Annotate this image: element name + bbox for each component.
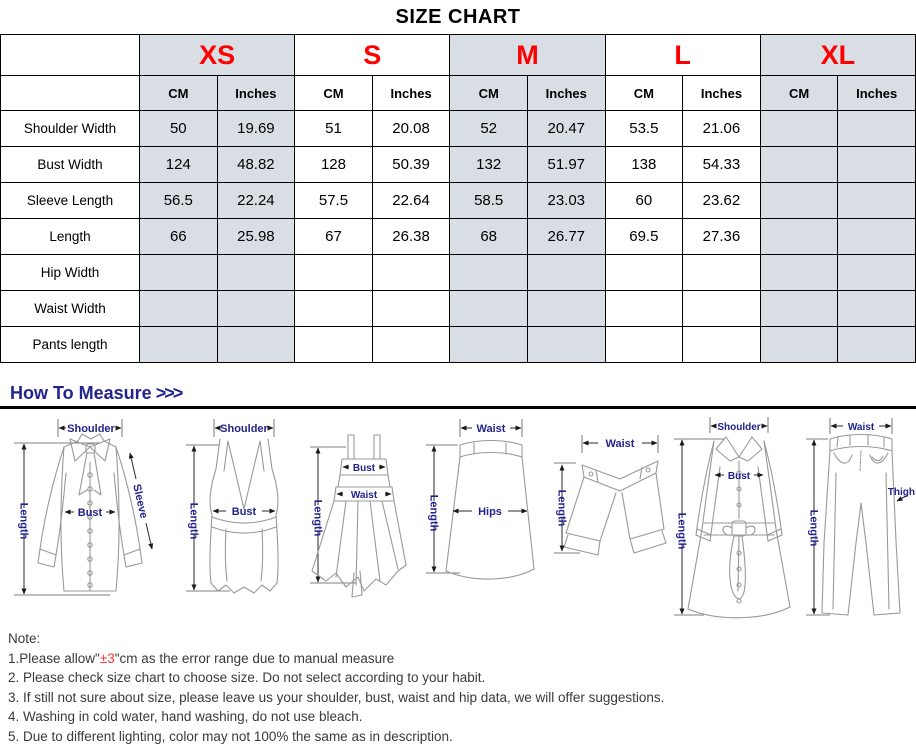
tank-top-diagram — [178, 413, 300, 618]
value-cell — [760, 327, 838, 363]
shorts-length-label: Length — [555, 489, 568, 527]
chevron-right-icon: >>> — [155, 383, 182, 403]
pants-diagram — [800, 413, 916, 623]
value-cell — [838, 183, 916, 219]
unit-cell: Inches — [217, 76, 295, 111]
table-row — [1, 147, 916, 183]
value-cell — [760, 255, 838, 291]
row-label-pants-length: Pants length — [1, 327, 140, 363]
value-cell: 57.5 — [295, 183, 373, 219]
note-item-5: 5. Due to different lighting, color may not 100% the same as in description. — [8, 728, 453, 744]
row-label-hip-width: Hip Width — [1, 255, 140, 291]
tank-bust-label: Bust — [231, 506, 257, 518]
dress-bust-label: Bust — [352, 463, 376, 474]
value-cell — [683, 291, 761, 327]
value-cell: 23.62 — [683, 183, 761, 219]
value-cell — [838, 219, 916, 255]
value-cell: 56.5 — [140, 183, 218, 219]
blouse-shoulder-label: Shoulder — [67, 423, 115, 435]
value-cell — [760, 219, 838, 255]
shorts-diagram — [544, 413, 668, 618]
value-cell: 66 — [140, 219, 218, 255]
size-header-m: M — [450, 35, 605, 76]
value-cell: 22.64 — [372, 183, 450, 219]
value-cell — [605, 255, 683, 291]
page-title: SIZE CHART — [395, 5, 521, 28]
value-cell — [527, 327, 605, 363]
tank-shoulder-label: Shoulder — [220, 423, 268, 435]
value-cell: 25.98 — [217, 219, 295, 255]
dress-waist-label: Waist — [350, 490, 378, 501]
value-cell: 52 — [450, 111, 528, 147]
table-row — [1, 255, 916, 291]
value-cell: 51.97 — [527, 147, 605, 183]
value-cell — [295, 327, 373, 363]
pants-thigh-label: Thigh — [887, 487, 915, 498]
coat-shoulder-label: Shoulder — [717, 422, 761, 433]
size-header-s: S — [295, 35, 450, 76]
size-chart-table — [0, 34, 916, 363]
value-cell — [760, 183, 838, 219]
value-cell — [140, 291, 218, 327]
skirt-length-label: Length — [427, 494, 440, 532]
size-header-xl: XL — [760, 35, 915, 76]
value-cell: 26.77 — [527, 219, 605, 255]
value-cell — [372, 327, 450, 363]
notes-section — [8, 629, 916, 746]
value-cell: 68 — [450, 219, 528, 255]
note-item-4: 4. Washing in cold water, hand washing, do not use bleach. — [8, 709, 363, 724]
value-cell: 19.69 — [217, 111, 295, 147]
value-cell — [295, 255, 373, 291]
blouse-length-label: Length — [17, 502, 30, 540]
unit-cell: CM — [760, 76, 838, 111]
value-cell — [605, 327, 683, 363]
unit-cell: CM — [295, 76, 373, 111]
unit-cell: CM — [140, 76, 218, 111]
value-cell — [838, 147, 916, 183]
pants-length-label: Length — [807, 509, 820, 547]
note-item-1: 1.Please allow"±3"cm as the error range due to manual measure — [8, 650, 395, 666]
notes-heading: Note: — [8, 631, 41, 646]
value-cell — [295, 291, 373, 327]
dress-diagram — [300, 413, 418, 618]
coat-length-label: Length — [675, 512, 688, 550]
how-to-measure-text: How To Measure — [10, 383, 152, 403]
value-cell — [140, 327, 218, 363]
dress-length-label: Length — [311, 499, 324, 537]
row-label-bust-width: Bust Width — [1, 147, 140, 183]
value-cell — [683, 255, 761, 291]
skirt-hips-label: Hips — [478, 506, 502, 518]
value-cell — [140, 255, 218, 291]
tolerance-value: ±3 — [99, 650, 115, 666]
unit-cell: Inches — [372, 76, 450, 111]
value-cell: 124 — [140, 147, 218, 183]
value-cell: 54.33 — [683, 147, 761, 183]
value-cell — [450, 327, 528, 363]
value-cell: 26.38 — [372, 219, 450, 255]
value-cell — [217, 291, 295, 327]
value-cell: 60 — [605, 183, 683, 219]
unit-cell: CM — [450, 76, 528, 111]
unit-cell: Inches — [683, 76, 761, 111]
value-cell — [838, 255, 916, 291]
corner-cell — [1, 76, 140, 111]
value-cell — [760, 291, 838, 327]
value-cell — [450, 291, 528, 327]
value-cell — [760, 111, 838, 147]
divider-line — [0, 406, 916, 409]
table-row — [1, 291, 916, 327]
unit-header-row — [1, 76, 916, 111]
row-label-waist-width: Waist Width — [1, 291, 140, 327]
corner-cell — [1, 35, 140, 76]
value-cell: 27.36 — [683, 219, 761, 255]
value-cell — [605, 291, 683, 327]
unit-cell: Inches — [527, 76, 605, 111]
table-row — [1, 219, 916, 255]
value-cell: 53.5 — [605, 111, 683, 147]
blouse-diagram — [0, 413, 178, 618]
measure-diagrams — [0, 413, 916, 625]
value-cell — [217, 327, 295, 363]
table-row — [1, 111, 916, 147]
row-label-shoulder-width: Shoulder Width — [1, 111, 140, 147]
size-header-xs: XS — [140, 35, 295, 76]
shorts-waist-label: Waist — [605, 438, 635, 450]
row-label-sleeve-length: Sleeve Length — [1, 183, 140, 219]
skirt-waist-label: Waist — [476, 423, 506, 435]
size-header-l: L — [605, 35, 760, 76]
value-cell: 23.03 — [527, 183, 605, 219]
unit-cell: Inches — [838, 76, 916, 111]
value-cell: 20.08 — [372, 111, 450, 147]
value-cell — [217, 255, 295, 291]
value-cell — [838, 291, 916, 327]
tank-length-label: Length — [187, 502, 200, 540]
value-cell: 69.5 — [605, 219, 683, 255]
table-row — [1, 183, 916, 219]
value-cell — [527, 291, 605, 327]
blouse-sleeve-label: Sleeve — [130, 482, 150, 520]
value-cell: 67 — [295, 219, 373, 255]
value-cell: 50 — [140, 111, 218, 147]
value-cell: 50.39 — [372, 147, 450, 183]
note-item-2: 2. Please check size chart to choose size. Do not select according to your habit. — [8, 670, 486, 685]
size-header-row — [1, 35, 916, 76]
value-cell — [838, 327, 916, 363]
value-cell: 20.47 — [527, 111, 605, 147]
value-cell — [838, 111, 916, 147]
value-cell — [683, 327, 761, 363]
value-cell — [372, 255, 450, 291]
value-cell: 48.82 — [217, 147, 295, 183]
how-to-measure-heading — [10, 383, 916, 404]
blouse-bust-label: Bust — [77, 507, 103, 519]
value-cell: 22.24 — [217, 183, 295, 219]
value-cell: 21.06 — [683, 111, 761, 147]
coat-diagram — [668, 413, 800, 623]
value-cell: 138 — [605, 147, 683, 183]
row-label-length: Length — [1, 219, 140, 255]
value-cell — [372, 291, 450, 327]
skirt-diagram — [418, 413, 544, 618]
value-cell — [760, 147, 838, 183]
note-item-3: 3. If still not sure about size, please leave us your shoulder, bust, waist and hip data, we will offer suggestions. — [8, 689, 665, 705]
pants-waist-label: Waist — [847, 422, 875, 433]
value-cell — [527, 255, 605, 291]
coat-bust-label: Bust — [727, 471, 751, 482]
table-row — [1, 327, 916, 363]
value-cell — [450, 255, 528, 291]
value-cell: 128 — [295, 147, 373, 183]
value-cell: 58.5 — [450, 183, 528, 219]
value-cell: 51 — [295, 111, 373, 147]
value-cell: 132 — [450, 147, 528, 183]
unit-cell: CM — [605, 76, 683, 111]
